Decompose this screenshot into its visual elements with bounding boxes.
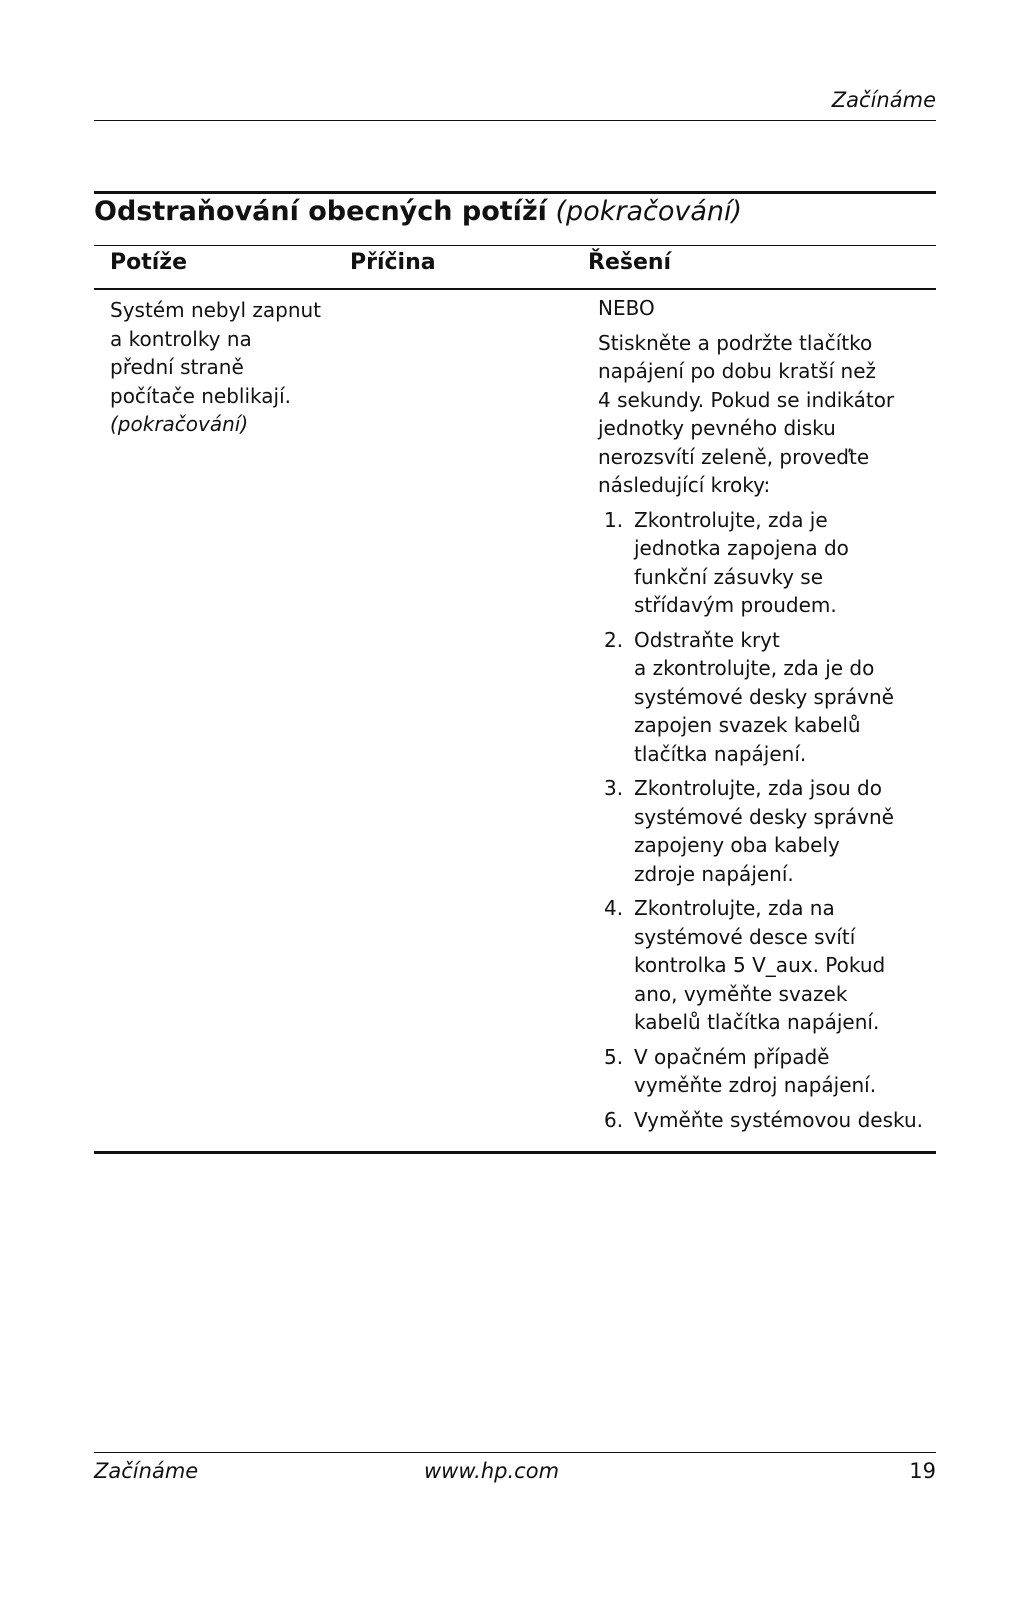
step-item [598, 774, 928, 888]
reseni-intro-line: 4 sekundy. Pokud se indikátor [598, 387, 895, 412]
step-text-line: zapojeny oba kabely [634, 833, 840, 857]
table-title-main: Odstraňování obecných potíží [94, 196, 547, 227]
page-number: 19 [909, 1459, 936, 1483]
step-text-line: Zkontrolujte, zda jsou do [634, 776, 882, 800]
potize-line: přední straně [110, 355, 244, 379]
step-number: 5. [604, 1044, 624, 1069]
step-text-line: V opačném případě [634, 1044, 830, 1069]
step-item [598, 1106, 928, 1135]
step-text-line: vyměňte zdroj napájení. [634, 1073, 877, 1097]
step-text-line: střídavým proudem. [634, 593, 837, 617]
table-title [94, 196, 742, 227]
step-text-line: systémové desce svítí [634, 924, 856, 949]
header-rule [94, 120, 936, 121]
step-text-line: ano, vyměňte svazek [634, 981, 848, 1006]
step-number: 6. [604, 1107, 624, 1132]
reseni-intro-line: následující kroky: [598, 473, 771, 497]
step-text-line: systémové desky správně [634, 684, 894, 709]
step-number: 4. [604, 896, 624, 920]
title-rule [94, 245, 936, 246]
potize-line: Systém nebyl zapnut [110, 298, 322, 322]
table-bottom-rule [94, 1151, 936, 1154]
step-number: 1. [604, 507, 624, 532]
step-text-line: funkční zásuvky se [634, 564, 824, 589]
table-top-rule [94, 191, 936, 194]
column-header-potize: Potíže [110, 250, 188, 275]
table-title-continued: (pokračování) [555, 196, 743, 227]
reseni-intro-line: jednotky pevného disku [598, 416, 836, 440]
reseni-intro-line: napájení po dobu kratší než [598, 359, 876, 383]
step-number: 2. [604, 627, 624, 652]
reseni-nebo: NEBO [598, 296, 655, 320]
cell-potize [110, 296, 340, 439]
step-item [598, 626, 928, 769]
step-text-line: zdroje napájení. [634, 861, 794, 886]
potize-line: a kontrolky na [110, 326, 252, 351]
step-item [598, 894, 928, 1037]
column-header-rule [94, 288, 936, 290]
step-text-line: systémové desky správně [634, 804, 894, 829]
step-text-line: kabelů tlačítka napájení. [634, 1010, 880, 1034]
cell-reseni [598, 294, 928, 1154]
reseni-intro-line: Stiskněte a podržte tlačítko [598, 330, 873, 355]
reseni-steps [598, 506, 928, 1135]
step-text-line: Zkontrolujte, zda na [634, 896, 835, 920]
running-header: Začínáme [831, 88, 936, 112]
step-text-line: Odstraňte kryt [634, 627, 780, 652]
step-text-line: jednotka zapojena do [634, 536, 849, 560]
reseni-intro-line: nerozsvítí zeleně, proveďte [598, 444, 870, 469]
reseni-intro [598, 329, 928, 500]
step-item [598, 1043, 928, 1100]
potize-continued: (pokračování) [110, 412, 249, 436]
step-text-line: Vyměňte systémovou desku. [634, 1107, 924, 1132]
step-text-line: a zkontrolujte, zda je do [634, 656, 875, 680]
footer-url: www.hp.com [424, 1459, 560, 1483]
footer-title: Začínáme [94, 1459, 199, 1483]
step-number: 3. [604, 776, 624, 800]
potize-line: počítače neblikají. [110, 383, 291, 408]
column-header-pricina: Příčina [350, 250, 436, 275]
step-text-line: Zkontrolujte, zda je [634, 507, 828, 532]
step-item [598, 506, 928, 620]
footer-rule [94, 1452, 936, 1453]
column-header-reseni: Řešení [588, 250, 672, 275]
step-text-line: tlačítka napájení. [634, 741, 807, 766]
step-text-line: zapojen svazek kabelů [634, 713, 861, 737]
step-text-line: kontrolka 5 V_aux. Pokud [634, 953, 886, 977]
